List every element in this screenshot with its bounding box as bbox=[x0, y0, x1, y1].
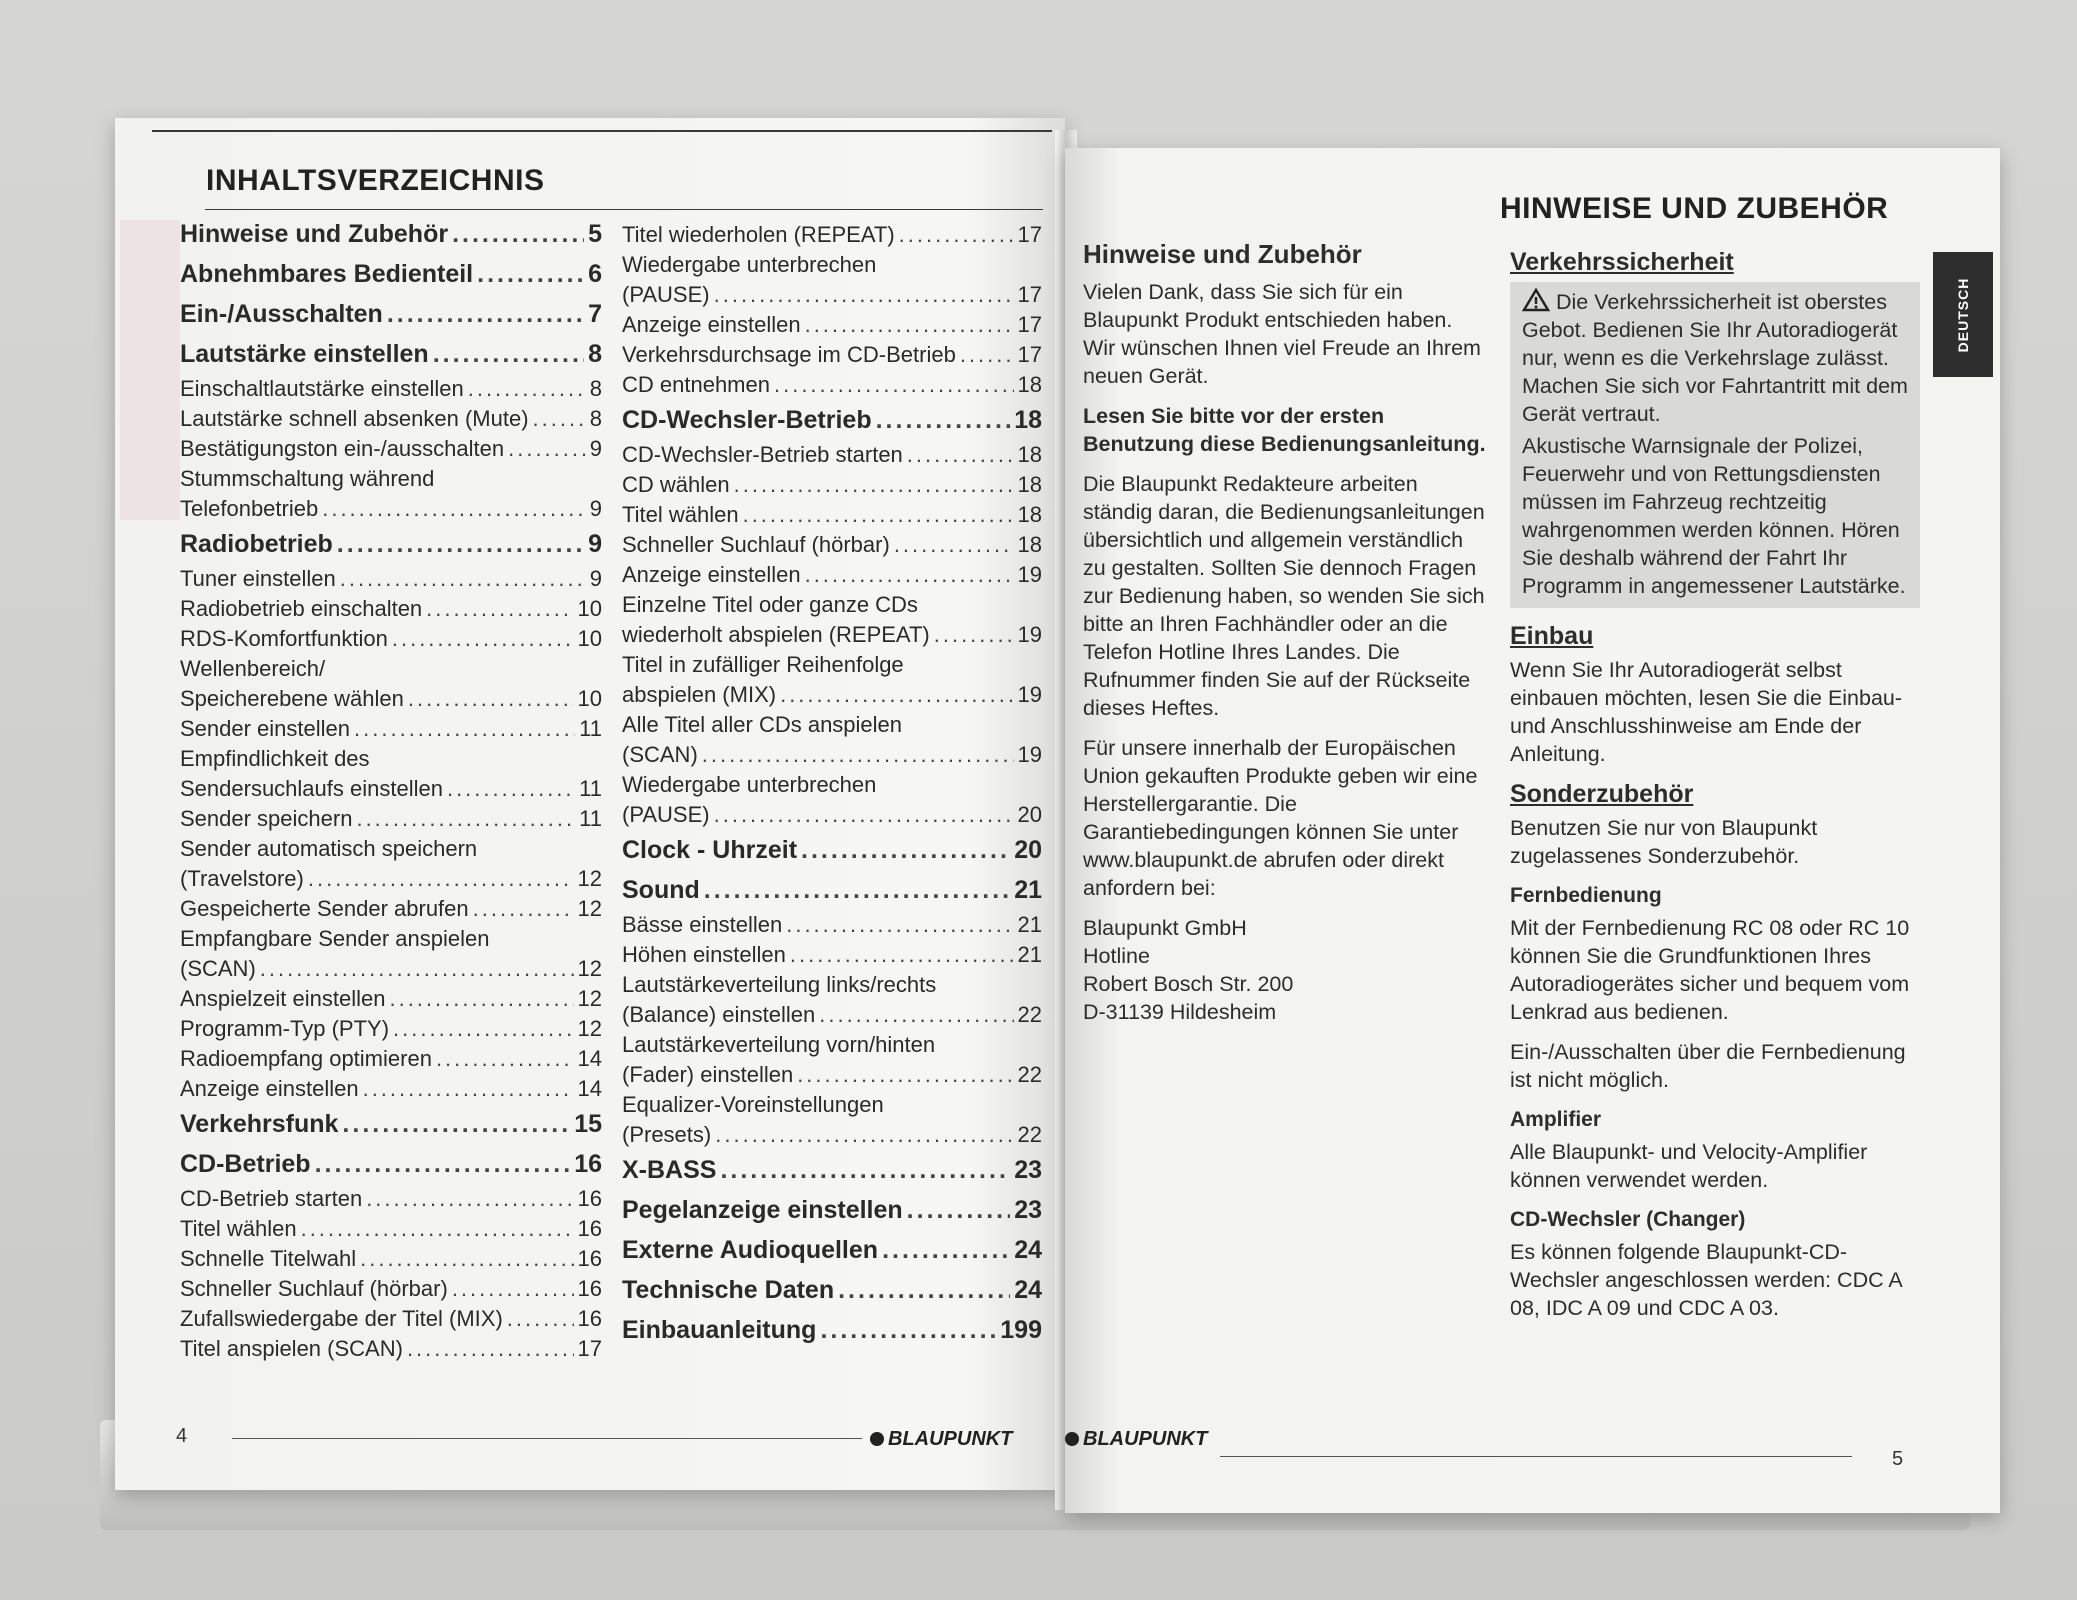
intro-column bbox=[1083, 240, 1488, 1026]
intro-paragraph-3: Für unsere innerhalb der Europäischen Union gekauften Produkte geben wir eine Herstellergarantie. Die Garantiebedingungen können Sie unter www.blaupunkt.de abrufen oder direkt anfordern bei: bbox=[1083, 736, 1478, 900]
toc-entry-label: Schneller Suchlauf (hörbar) bbox=[622, 532, 890, 557]
toc-page-number: 8 bbox=[589, 406, 602, 431]
toc-leader-dots bbox=[805, 560, 1014, 590]
toc-main-entry bbox=[622, 1150, 1042, 1190]
toc-entry-label: (SCAN) bbox=[180, 956, 256, 981]
left-brand-text: BLAUPUNKT bbox=[888, 1428, 1013, 1450]
toc-leader-dots bbox=[801, 830, 1010, 870]
toc-leader-dots bbox=[468, 374, 586, 404]
toc-sub-entry bbox=[622, 560, 1042, 590]
install-paragraph: Wenn Sie Ihr Autoradiogerät selbst einbauen möchten, lesen Sie die Einbau- und Anschlusshinweise am Ende der Anleitung. bbox=[1510, 658, 1903, 766]
toc-leader-dots bbox=[720, 1150, 1010, 1190]
amplifier-paragraph: Alle Blaupunkt- und Velocity-Amplifier können verwendet werden. bbox=[1510, 1140, 1868, 1192]
address-block bbox=[1083, 914, 1488, 1026]
right-footer-rule bbox=[1220, 1456, 1852, 1457]
toc-page-number: 11 bbox=[579, 806, 602, 831]
toc-leader-dots bbox=[408, 684, 574, 714]
toc-entry-label: abspielen (MIX) bbox=[622, 682, 777, 707]
toc-entry-line: Empfindlichkeit des bbox=[180, 746, 370, 771]
toc-leader-dots bbox=[363, 1074, 574, 1104]
toc-entry-label: Anzeige einstellen bbox=[180, 1076, 359, 1101]
toc-entry-label: Ein-/Ausschalten bbox=[180, 300, 383, 328]
toc-sub-entry bbox=[622, 1000, 1042, 1030]
toc-leader-dots bbox=[308, 864, 574, 894]
toc-entry-label: (PAUSE) bbox=[622, 282, 710, 307]
toc-sub-entry bbox=[622, 310, 1042, 340]
toc-entry-label: Zufallswiedergabe der Titel (MIX) bbox=[180, 1306, 503, 1331]
toc-leader-dots bbox=[882, 1230, 1010, 1270]
toc-page-number: 11 bbox=[579, 776, 602, 801]
toc-entry-label: Schneller Suchlauf (hörbar) bbox=[180, 1276, 448, 1301]
toc-entry-label: Sender speichern bbox=[180, 806, 353, 831]
toc-leader-dots bbox=[354, 714, 575, 744]
brand-dot-icon bbox=[870, 1432, 884, 1446]
toc-entry-label: RDS-Komfortfunktion bbox=[180, 626, 388, 651]
toc-entry-label: Anspielzeit einstellen bbox=[180, 986, 386, 1011]
toc-main-entry bbox=[180, 1104, 602, 1144]
toc-leader-dots bbox=[301, 1214, 574, 1244]
toc-page-number: 18 bbox=[1014, 406, 1042, 434]
toc-sub-entry bbox=[180, 564, 602, 594]
toc-page-number: 8 bbox=[589, 376, 602, 401]
traffic-heading: Verkehrssicherheit bbox=[1510, 248, 1734, 276]
toc-main-entry bbox=[180, 254, 602, 294]
toc-sub-entry bbox=[180, 864, 602, 894]
traffic-paragraph-1: Die Verkehrssicherheit ist oberstes Gebot. Bedienen Sie Ihr Autoradiogerät nur, wenn es die Verkehrslage zulässt. Machen Sie sich vor Fahrtantritt mit dem Gerät vertraut. bbox=[1522, 290, 1908, 426]
toc-entry-label: Anzeige einstellen bbox=[622, 312, 801, 337]
toc-page-number: 199 bbox=[1000, 1316, 1042, 1344]
left-page-number: 4 bbox=[176, 1425, 188, 1447]
remote-paragraph-1: Mit der Fernbedienung RC 08 oder RC 10 können Sie die Grundfunktionen Ihres Autoradiogerätes sicher und bequem vom Lenkrad aus bedienen. bbox=[1510, 916, 1910, 1024]
toc-main-entry bbox=[622, 1230, 1042, 1270]
toc-main-entry bbox=[622, 1270, 1042, 1310]
toc-sub-entry bbox=[180, 494, 602, 524]
toc-leader-dots bbox=[819, 1000, 1013, 1030]
toc-main-entry bbox=[180, 524, 602, 564]
toc-entry-label: Titel wiederholen (REPEAT) bbox=[622, 222, 895, 247]
toc-page-number: 19 bbox=[1017, 742, 1042, 767]
toc-leader-dots bbox=[436, 1044, 574, 1074]
right-page-title: HINWEISE UND ZUBEHÖR bbox=[1500, 192, 1889, 225]
traffic-warning-box bbox=[1510, 282, 1920, 608]
toc-page-number: 12 bbox=[577, 956, 602, 981]
remote-paragraph-2: Ein-/Ausschalten über die Fernbedienung ist nicht möglich. bbox=[1510, 1040, 1906, 1092]
toc-sub-entry bbox=[622, 940, 1042, 970]
install-heading: Einbau bbox=[1510, 622, 1594, 650]
toc-page-number: 18 bbox=[1017, 532, 1042, 557]
toc-page-number: 5 bbox=[588, 220, 602, 248]
toc-page-number: 16 bbox=[577, 1246, 602, 1271]
toc-entry-label: Radiobetrieb bbox=[180, 530, 333, 558]
toc-entry-label: CD-Wechsler-Betrieb bbox=[622, 406, 872, 434]
toc-leader-dots bbox=[876, 400, 1011, 440]
right-brand-text: BLAUPUNKT bbox=[1083, 1428, 1208, 1450]
toc-entry-label: CD wählen bbox=[622, 472, 730, 497]
left-brand-logo bbox=[870, 1428, 1012, 1451]
toc-leader-dots bbox=[315, 1144, 571, 1184]
toc-entry-line: Stummschaltung während bbox=[180, 466, 435, 491]
language-tab bbox=[1933, 252, 1993, 377]
right-page-number: 5 bbox=[1892, 1448, 1904, 1470]
toc-sub-entry bbox=[622, 910, 1042, 940]
toc-page-number: 21 bbox=[1017, 912, 1042, 937]
toc-leader-dots bbox=[790, 940, 1014, 970]
address-line: Blaupunkt GmbH bbox=[1083, 916, 1247, 940]
toc-leader-dots bbox=[508, 434, 586, 464]
toc-entry-label: Telefonbetrieb bbox=[180, 496, 319, 521]
toc-page-number: 16 bbox=[577, 1306, 602, 1331]
accessories-paragraph: Benutzen Sie nur von Blaupunkt zugelassenes Sonderzubehör. bbox=[1510, 816, 1818, 868]
accessories-heading: Sonderzubehör bbox=[1510, 780, 1694, 808]
address-line: Robert Bosch Str. 200 bbox=[1083, 972, 1294, 996]
toc-entry-label: Sender einstellen bbox=[180, 716, 351, 741]
toc-entry-label: Hinweise und Zubehör bbox=[180, 220, 449, 248]
toc-leader-dots bbox=[452, 1274, 574, 1304]
toc-sub-entry bbox=[622, 470, 1042, 500]
toc-page-number: 9 bbox=[589, 436, 602, 461]
toc-page-number: 10 bbox=[577, 596, 602, 621]
toc-page-number: 17 bbox=[1017, 342, 1042, 367]
toc-sub-entry bbox=[180, 1304, 602, 1334]
toc-page-number: 12 bbox=[577, 1016, 602, 1041]
toc-sub-entry bbox=[622, 370, 1042, 400]
toc-page-number: 21 bbox=[1017, 942, 1042, 967]
toc-entry-label: Sendersuchlaufs einstellen bbox=[180, 776, 443, 801]
toc-entry-label: Abnehmbares Bedienteil bbox=[180, 260, 474, 288]
toc-leader-dots bbox=[533, 404, 586, 434]
toc-leader-dots bbox=[786, 910, 1013, 940]
intro-paragraph-2: Die Blaupunkt Redakteure arbeiten ständig daran, die Bedienungsanleitungen übersichtlich und allgemein verständlich zu gestalten. Sollten Sie dennoch Fragen zur Bedienung haben, so wenden Sie sich bitte an Ihren Fachhändler oder an die Telefon Hotline Ihres Landes. Die Rufnummer finden Sie auf der Rückseite dieses Heftes. bbox=[1083, 472, 1485, 720]
language-tab-label: DEUTSCH bbox=[1955, 277, 1971, 352]
changer-heading: CD-Wechsler (Changer) bbox=[1510, 1208, 1746, 1231]
toc-leader-dots bbox=[704, 870, 1010, 910]
toc-page-number: 24 bbox=[1014, 1276, 1042, 1304]
toc-leader-dots bbox=[340, 564, 586, 594]
toc-sub-entry bbox=[180, 1184, 602, 1214]
toc-entry-label: Titel wählen bbox=[622, 502, 739, 527]
toc-page-number: 19 bbox=[1017, 682, 1042, 707]
toc-sub-entry bbox=[180, 894, 602, 924]
toc-sub-entry bbox=[622, 1060, 1042, 1090]
toc-page-number: 21 bbox=[1014, 876, 1042, 904]
toc-page-number: 24 bbox=[1014, 1236, 1042, 1264]
toc-page-number: 16 bbox=[574, 1150, 602, 1178]
toc-entry-label: Höhen einstellen bbox=[622, 942, 786, 967]
toc-page-number: 17 bbox=[1017, 222, 1042, 247]
toc-page-number: 10 bbox=[577, 686, 602, 711]
toc-sub-entry bbox=[622, 1120, 1042, 1150]
amplifier-heading: Amplifier bbox=[1510, 1108, 1602, 1131]
toc-page-number: 12 bbox=[577, 866, 602, 891]
toc-entry-label: Pegelanzeige einstellen bbox=[622, 1196, 903, 1224]
toc-leader-dots bbox=[714, 800, 1014, 830]
toc-entry-label: (Balance) einstellen bbox=[622, 1002, 816, 1027]
toc-entry-line: Titel in zufälliger Reihenfolge bbox=[622, 652, 904, 677]
toc-entry-line: Einzelne Titel oder ganze CDs bbox=[622, 592, 918, 617]
toc-entry-label: Titel anspielen (SCAN) bbox=[180, 1336, 403, 1361]
toc-entry-label: Bässe einstellen bbox=[622, 912, 783, 937]
toc-entry-label: CD-Betrieb starten bbox=[180, 1186, 363, 1211]
toc-page-number: 23 bbox=[1014, 1156, 1042, 1184]
toc-leader-dots bbox=[433, 334, 584, 374]
title-underline-left bbox=[205, 209, 1043, 210]
toc-sub-entry bbox=[622, 440, 1042, 470]
toc-page-number: 12 bbox=[577, 986, 602, 1011]
warning-triangle-icon bbox=[1522, 288, 1550, 312]
toc-leader-dots bbox=[507, 1304, 574, 1334]
toc-sub-entry bbox=[180, 714, 602, 744]
toc-entry-line: Wiedergabe unterbrechen bbox=[622, 772, 877, 797]
toc-page-number: 23 bbox=[1014, 1196, 1042, 1224]
toc-entry-label: Speicherebene wählen bbox=[180, 686, 404, 711]
toc-entry-label: X-BASS bbox=[622, 1156, 717, 1184]
toc-leader-dots bbox=[447, 774, 575, 804]
toc-leader-dots bbox=[392, 624, 574, 654]
toc-page-number: 18 bbox=[1017, 442, 1042, 467]
toc-sub-entry bbox=[180, 624, 602, 654]
toc-main-entry bbox=[622, 830, 1042, 870]
toc-page-number: 10 bbox=[577, 626, 602, 651]
toc-page-number: 15 bbox=[574, 1110, 602, 1138]
toc-sub-entry bbox=[180, 984, 602, 1014]
toc-entry-label: Clock - Uhrzeit bbox=[622, 836, 798, 864]
address-line: D-31139 Hildesheim bbox=[1083, 1000, 1277, 1024]
toc-leader-dots bbox=[260, 954, 574, 984]
toc-sub-entry bbox=[180, 804, 602, 834]
toc-entry-label: Einschaltlautstärke einstellen bbox=[180, 376, 464, 401]
toc-leader-dots bbox=[934, 620, 1014, 650]
toc-leader-dots bbox=[960, 340, 1014, 370]
toc-page-number: 19 bbox=[1017, 622, 1042, 647]
toc-leader-dots bbox=[407, 1334, 574, 1364]
toc-entry-line: Sender automatisch speichern bbox=[180, 836, 478, 861]
toc-page-number: 20 bbox=[1014, 836, 1042, 864]
toc-entry-label: Anzeige einstellen bbox=[622, 562, 801, 587]
toc-page-number: 12 bbox=[577, 896, 602, 921]
toc-page-number: 9 bbox=[589, 566, 602, 591]
toc-leader-dots bbox=[342, 1104, 570, 1144]
toc-sub-entry bbox=[622, 620, 1042, 650]
toc-leader-dots bbox=[774, 370, 1014, 400]
toc-page-number: 18 bbox=[1017, 372, 1042, 397]
toc-entry-label: Radioempfang optimieren bbox=[180, 1046, 432, 1071]
changer-paragraph: Es können folgende Blaupunkt-CD-Wechsler angeschlossen werden: CDC A 08, IDC A 09 und CDC A 03. bbox=[1510, 1240, 1902, 1320]
toc-entry-line: Lautstärkeverteilung vorn/hinten bbox=[622, 1032, 936, 1057]
toc-main-entry bbox=[622, 870, 1042, 910]
toc-page-number: 20 bbox=[1017, 802, 1042, 827]
toc-page-number: 16 bbox=[577, 1276, 602, 1301]
toc-leader-dots bbox=[899, 220, 1014, 250]
toc-entry-line: Empfangbare Sender anspielen bbox=[180, 926, 490, 951]
toc-entry-label: Verkehrsfunk bbox=[180, 1110, 339, 1138]
toc-main-entry bbox=[622, 1310, 1042, 1350]
toc-entry-label: Gespeicherte Sender abrufen bbox=[180, 896, 469, 921]
toc-leader-dots bbox=[743, 500, 1014, 530]
toc-entry-label: Externe Audioquellen bbox=[622, 1236, 879, 1264]
toc-leader-dots bbox=[805, 310, 1014, 340]
intro-heading: Hinweise und Zubehör bbox=[1083, 239, 1362, 269]
toc-sub-entry bbox=[180, 374, 602, 404]
toc-entry-label: CD-Wechsler-Betrieb starten bbox=[622, 442, 903, 467]
toc-main-entry bbox=[622, 400, 1042, 440]
toc-main-entry bbox=[180, 214, 602, 254]
toc-title: INHALTSVERZEICHNIS bbox=[206, 164, 545, 197]
toc-page-number: 14 bbox=[577, 1076, 602, 1101]
toc-main-entry bbox=[180, 334, 602, 374]
toc-sub-entry bbox=[622, 740, 1042, 770]
toc-column-2 bbox=[622, 220, 1042, 1350]
toc-sub-entry bbox=[180, 774, 602, 804]
remote-heading: Fernbedienung bbox=[1510, 884, 1662, 907]
toc-page-number: 18 bbox=[1017, 472, 1042, 497]
toc-leader-dots bbox=[337, 524, 584, 564]
toc-sub-entry bbox=[622, 530, 1042, 560]
intro-paragraph-1: Vielen Dank, dass Sie sich für ein Blaupunkt Produkt entschieden haben. Wir wünschen Ihnen viel Freude an Ihrem neuen Gerät. bbox=[1083, 280, 1481, 388]
traffic-paragraph-2: Akustische Warnsignale der Polizei, Feuerwehr und von Rettungsdiensten müssen im Fahrzeug rechtzeitig wahrgenommen werden können. Hören Sie deshalb während der Fahrt Ihr Programm in angemessener Lautstärke. bbox=[1522, 434, 1906, 598]
toc-entry-label: Tuner einstellen bbox=[180, 566, 336, 591]
toc-entry-label: (Presets) bbox=[622, 1122, 712, 1147]
toc-page-number: 9 bbox=[589, 496, 602, 521]
toc-main-entry bbox=[180, 294, 602, 334]
top-rule-left bbox=[152, 130, 1052, 132]
toc-sub-entry bbox=[622, 800, 1042, 830]
toc-entry-label: Schnelle Titelwahl bbox=[180, 1246, 357, 1271]
toc-column-1 bbox=[180, 214, 602, 1364]
toc-entry-line: Wiedergabe unterbrechen bbox=[622, 252, 877, 277]
toc-leader-dots bbox=[715, 1120, 1013, 1150]
toc-sub-entry bbox=[180, 1044, 602, 1074]
toc-entry-label: CD entnehmen bbox=[622, 372, 770, 397]
toc-entry-label: (PAUSE) bbox=[622, 802, 710, 827]
toc-entry-label: Programm-Typ (PTY) bbox=[180, 1016, 390, 1041]
toc-main-entry bbox=[622, 1190, 1042, 1230]
toc-leader-dots bbox=[366, 1184, 573, 1214]
toc-page-number: 22 bbox=[1017, 1002, 1042, 1027]
toc-leader-dots bbox=[387, 294, 584, 334]
toc-leader-dots bbox=[473, 894, 574, 924]
toc-entry-label: CD-Betrieb bbox=[180, 1150, 311, 1178]
notes-column bbox=[1510, 248, 1920, 1334]
toc-leader-dots bbox=[714, 280, 1014, 310]
toc-page-number: 16 bbox=[577, 1186, 602, 1211]
toc-sub-entry bbox=[180, 434, 602, 464]
toc-page-number: 18 bbox=[1017, 502, 1042, 527]
highlight-mark bbox=[120, 220, 180, 520]
toc-page-number: 11 bbox=[579, 716, 602, 741]
toc-leader-dots bbox=[452, 214, 584, 254]
toc-entry-label: wiederholt abspielen (REPEAT) bbox=[622, 622, 930, 647]
toc-page-number: 16 bbox=[577, 1216, 602, 1241]
toc-page-number: 9 bbox=[588, 530, 602, 558]
toc-main-entry bbox=[180, 1144, 602, 1184]
toc-sub-entry bbox=[180, 954, 602, 984]
toc-sub-entry bbox=[180, 684, 602, 714]
toc-sub-entry bbox=[180, 404, 602, 434]
right-brand-logo bbox=[1065, 1428, 1207, 1451]
toc-page-number: 17 bbox=[1017, 282, 1042, 307]
toc-entry-line: Wellenbereich/ bbox=[180, 656, 326, 681]
toc-entry-label: Sound bbox=[622, 876, 700, 904]
toc-sub-entry bbox=[622, 500, 1042, 530]
toc-sub-entry bbox=[180, 594, 602, 624]
toc-page-number: 6 bbox=[588, 260, 602, 288]
toc-sub-entry bbox=[180, 1244, 602, 1274]
toc-sub-entry bbox=[622, 220, 1042, 250]
toc-page-number: 19 bbox=[1017, 562, 1042, 587]
toc-leader-dots bbox=[894, 530, 1014, 560]
toc-entry-label: Radiobetrieb einschalten bbox=[180, 596, 423, 621]
toc-entry-label: Titel wählen bbox=[180, 1216, 297, 1241]
toc-sub-entry bbox=[180, 1334, 602, 1364]
left-footer-rule bbox=[232, 1438, 862, 1439]
address-line: Hotline bbox=[1083, 944, 1150, 968]
toc-leader-dots bbox=[393, 1014, 573, 1044]
toc-leader-dots bbox=[322, 494, 586, 524]
toc-page-number: 17 bbox=[1017, 312, 1042, 337]
toc-sub-entry bbox=[180, 1014, 602, 1044]
toc-sub-entry bbox=[622, 280, 1042, 310]
toc-leader-dots bbox=[838, 1270, 1010, 1310]
toc-entry-label: (SCAN) bbox=[622, 742, 698, 767]
toc-entry-label: Verkehrsdurchsage im CD-Betrieb bbox=[622, 342, 956, 367]
toc-leader-dots bbox=[477, 254, 584, 294]
toc-page-number: 8 bbox=[588, 340, 602, 368]
toc-entry-label: Technische Daten bbox=[622, 1276, 835, 1304]
toc-page-number: 22 bbox=[1017, 1122, 1042, 1147]
toc-entry-label: Lautstärke einstellen bbox=[180, 340, 429, 368]
toc-entry-line: Alle Titel aller CDs anspielen bbox=[622, 712, 903, 737]
toc-leader-dots bbox=[702, 740, 1014, 770]
toc-leader-dots bbox=[426, 594, 573, 624]
toc-leader-dots bbox=[780, 680, 1013, 710]
toc-sub-entry bbox=[622, 340, 1042, 370]
toc-page-number: 7 bbox=[588, 300, 602, 328]
brand-dot-icon bbox=[1065, 1432, 1079, 1446]
toc-leader-dots bbox=[360, 1244, 573, 1274]
toc-leader-dots bbox=[734, 470, 1014, 500]
toc-leader-dots bbox=[907, 440, 1014, 470]
toc-sub-entry bbox=[622, 680, 1042, 710]
toc-entry-line: Equalizer-Voreinstellungen bbox=[622, 1092, 884, 1117]
toc-page-number: 14 bbox=[577, 1046, 602, 1071]
toc-sub-entry bbox=[180, 1074, 602, 1104]
toc-sub-entry bbox=[180, 1214, 602, 1244]
toc-entry-label: Einbauanleitung bbox=[622, 1316, 817, 1344]
toc-leader-dots bbox=[389, 984, 573, 1014]
toc-entry-label: (Fader) einstellen bbox=[622, 1062, 794, 1087]
toc-page-number: 22 bbox=[1017, 1062, 1042, 1087]
toc-leader-dots bbox=[797, 1060, 1013, 1090]
toc-page-number: 17 bbox=[577, 1336, 602, 1361]
toc-leader-dots bbox=[907, 1190, 1011, 1230]
toc-entry-label: Lautstärke schnell absenken (Mute) bbox=[180, 406, 529, 431]
toc-leader-dots bbox=[356, 804, 575, 834]
toc-sub-entry bbox=[180, 1274, 602, 1304]
toc-entry-label: Bestätigungston ein-/ausschalten bbox=[180, 436, 505, 461]
toc-leader-dots bbox=[820, 1310, 996, 1350]
intro-paragraph-bold: Lesen Sie bitte vor der ersten Benutzung diese Bedienungsanleitung. bbox=[1083, 404, 1486, 456]
toc-entry-line: Lautstärkeverteilung links/rechts bbox=[622, 972, 937, 997]
toc-entry-label: (Travelstore) bbox=[180, 866, 304, 891]
